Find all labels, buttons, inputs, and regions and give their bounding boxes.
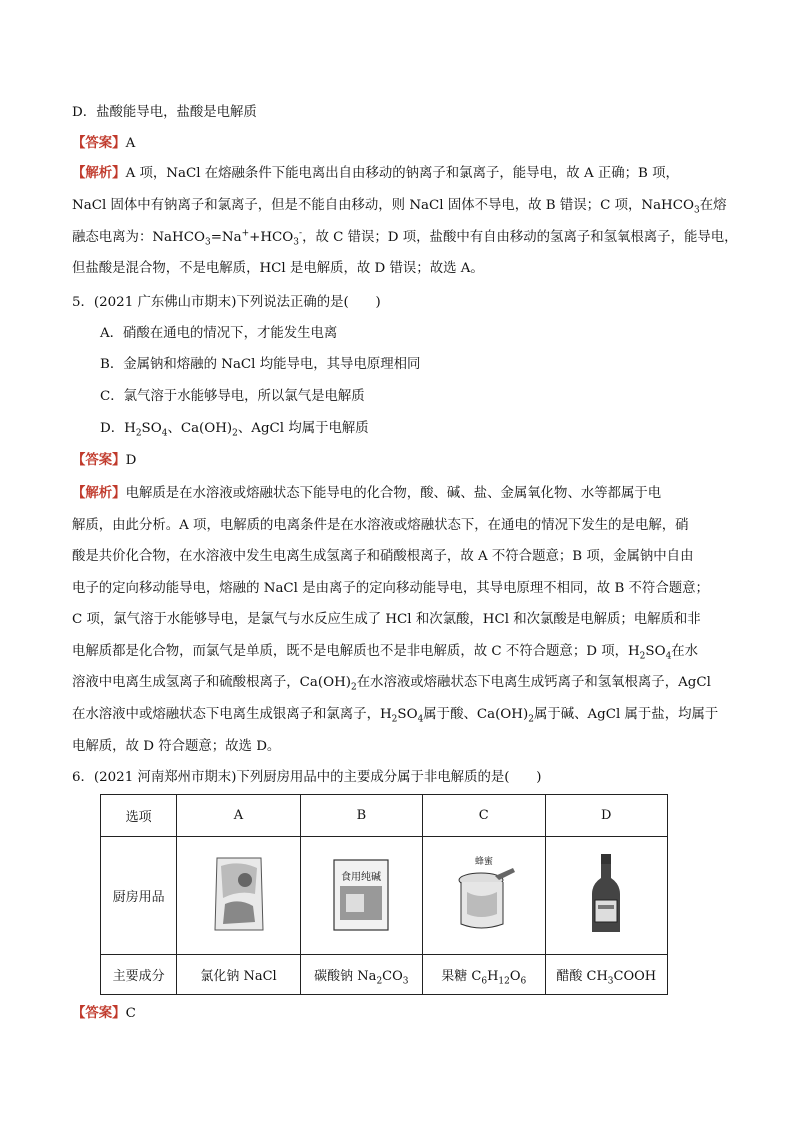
q5-analysis-line-3: 酸是共价化合物，在水溶液中发生电离生成氢离子和硝酸根离子，故 A 不符合题意；B 项，金属钠中自由: [72, 549, 694, 564]
q5-analysis-line-7: 溶液中电离生成氢离子和硫酸根离子，$Ca(OH)_2$在水溶液或熔融状态下电离生成钙离子和氢氧根离子，AgCl: [72, 675, 711, 693]
q4-answer-value: A: [125, 136, 136, 151]
vinegar-bottle-image: [586, 852, 626, 936]
q4-option-d: D．盐酸能导电，盐酸是电解质: [72, 105, 257, 120]
table-row-header: [101, 795, 668, 837]
q5-answer: 【答案】D: [72, 453, 137, 468]
answer-label: 【答案】: [72, 136, 126, 151]
q5-analysis-line-2: 解质，由此分析。A 项，电解质的电离条件是在水溶液或熔融状态下，在通电的情况下发生的是电解，硝: [72, 518, 689, 533]
salt-bag-image: [211, 854, 267, 934]
analysis-label: 【解析】: [72, 166, 126, 181]
q6-answer-value: C: [125, 1006, 136, 1021]
row2-label: 厨房用品: [101, 837, 177, 955]
jar-c-text: 蜂蜜: [474, 856, 493, 867]
soda-bag-image: [330, 854, 392, 934]
item-c-cell: [423, 837, 545, 955]
item-a-cell: [177, 837, 300, 955]
honey-jar-image: [449, 854, 519, 934]
bag-b-text: 食用纯碱: [341, 871, 382, 883]
comp-c: 果糖 $C_6H_{12}O_6$: [423, 955, 545, 995]
table-row-composition: [101, 955, 668, 995]
item-d-cell: [545, 837, 668, 955]
q4-answer: [72, 134, 135, 154]
comp-a: 氯化钠 NaCl: [177, 955, 300, 995]
q4-analysis-line-4: 但盐酸是混合物，不是电解质，HCl 是电解质，故 D 错误；故选 A。: [72, 261, 484, 276]
q5-analysis-line-8: 在水溶液中或熔融状态下电离生成银离子和氯离子，$H_2SO_4$属于酸、$Ca(OH)_2$属于碱、AgCl 属于盐，均属于: [72, 707, 719, 725]
col-a: A: [177, 795, 300, 837]
q5-analysis-line-4: 电子的定向移动能导电，熔融的 NaCl 是由离子的定向移动能导电，其导电原理不相同，故 B 不符合题意；: [72, 581, 709, 596]
q5-option-a: A．硝酸在通电的情况下，才能发生电离: [100, 326, 338, 341]
q4-analysis-line-1: 【解析】A 项，NaCl 在熔融条件下能电离出自由移动的钠离子和氯离子，能导电，故 A 正确；B 项，: [72, 166, 679, 181]
q5-option-c: C．氯气溶于水能够导电，所以氯气是电解质: [100, 389, 365, 404]
table-row-items: [101, 837, 668, 955]
q4-analysis-line-2: NaCl 固体中有钠离子和氯离子，但是不能自由移动，则 NaCl 固体不导电，故 B 错误；C 项，NaHCO$_3$在熔: [72, 198, 727, 216]
q6-answer: 【答案】C: [72, 1006, 136, 1021]
row3-label: 主要成分: [101, 955, 177, 995]
col-d: D: [545, 795, 668, 837]
comp-b: 碳酸钠 $Na_2CO_3$: [300, 955, 422, 995]
q5-option-b: B．金属钠和熔融的 NaCl 均能导电，其导电原理相同: [100, 357, 421, 372]
col-b: B: [300, 795, 422, 837]
q6-table: [100, 794, 668, 995]
q5-stem: 5．(2021 广东佛山市期末)下列说法正确的是( ): [72, 295, 381, 310]
q5-analysis-line-5: C 项，氯气溶于水能够导电，是氯气与水反应生成了 HCl 和次氯酸，HCl 和次氯酸是电解质；电解质和非: [72, 612, 701, 627]
q6-stem: 6．(2021 河南郑州市期末)下列厨房用品中的主要成分属于非电解质的是( ): [72, 770, 542, 785]
q5-analysis-line-9: 电解质，故 D 符合题意；故选 D。: [72, 739, 281, 754]
header-label: 选项: [101, 795, 177, 837]
item-b-cell: [300, 837, 422, 955]
q5-analysis-line-6: 电解质都是化合物，而氯气是单质，既不是电解质也不是非电解质，故 C 不符合题意；D 项，$H_2SO_4$在水: [72, 644, 699, 662]
q5-option-d: D．$H_2SO_4$、$Ca(OH)_2$、AgCl 均属于电解质: [100, 421, 369, 439]
q5-answer-value: D: [125, 453, 137, 468]
q5-analysis-line-1: 【解析】电解质是在水溶液或熔融状态下能导电的化合物，酸、碱、盐、金属氧化物、水等都属于电: [72, 486, 662, 501]
comp-d: 醋酸 $CH_3COOH$: [545, 955, 668, 995]
col-c: C: [423, 795, 545, 837]
q4-analysis-line-3: 融态电离为：$NaHCO_3=Na^++HCO_3^-$，故 C 错误；D 项，盐酸中有自由移动的氢离子和氢氧根离子，能导电，: [72, 228, 738, 248]
